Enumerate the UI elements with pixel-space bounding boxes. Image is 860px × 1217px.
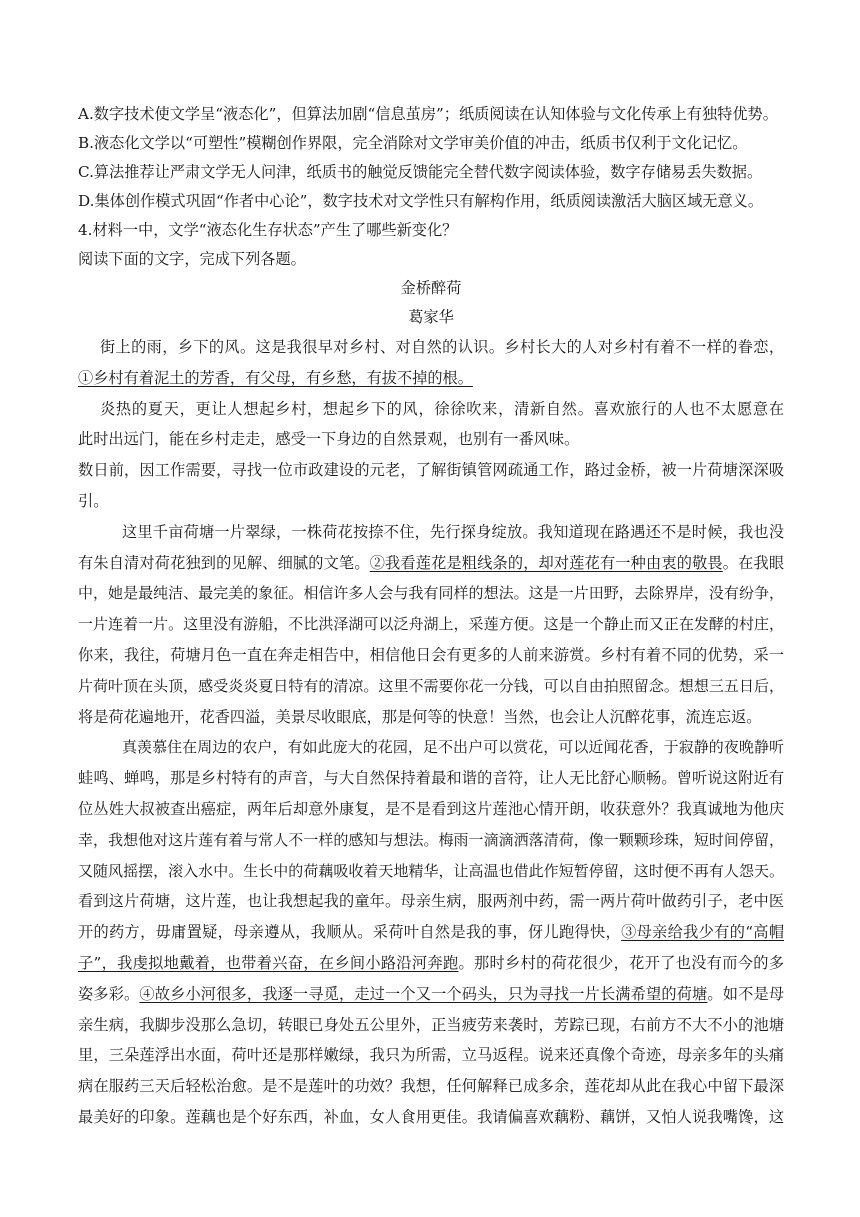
option-a: A.数字技术使文学呈“液态化”，但算法加剧“信息茧房”；纸质阅读在认知体验与文化传承上有独特优势。 xyxy=(78,105,778,123)
paragraph-4 xyxy=(78,517,784,733)
text-run: 姿多彩。 xyxy=(78,984,140,1003)
paragraph-line: 亲生病，我脚步没那么急切，转眼已身处五公里外，正当疲劳来袭时，芳踪已现，右前方不大不小的池塘 xyxy=(78,1015,784,1034)
paragraph-line: 看到这片荷塘，这片莲，也让我想起我的童年。母亲生病，服两剂中药，需一两片荷叶做药引子，老中医 xyxy=(78,892,784,911)
paragraph-line: 炎热的夏天，更让人想起乡村，想起乡下的风，徐徐吹来，清新自然。喜欢旅行的人也不太愿意在 xyxy=(100,399,784,418)
paragraph-line: 片荷叶顶在头顶，感受炎炎夏日特有的清凉。这里不需要你花一分钱，可以自由拍照留念。想想三五日后， xyxy=(78,676,784,695)
text-run: 。那时乡村的荷花很少，花开了也没有而今的多 xyxy=(458,953,784,972)
paragraph-line: 真羡慕住在周边的农户，有如此庞大的花园，足不出户可以赏花，可以近闻花香，于寂静的夜晚静听 xyxy=(122,738,784,757)
text-run: 。如不是母 xyxy=(707,984,784,1003)
paragraph-line xyxy=(78,979,784,1010)
underlined-sentence-4: ④故乡小河很多，我逐一寻觅，走过一个又一个码头，只为寻找一片长满希望的荷塘 xyxy=(139,984,708,1003)
paragraph-line: 数日前，因工作需要，寻找一位市政建设的元老，了解街镇管网疏通工作，路过金桥，被一片荷塘深深吸 xyxy=(78,461,784,480)
paragraph-line xyxy=(78,548,784,579)
text-run: 开的药方，毋庸置疑，母亲遵从，我顺从。采荷叶自然是我的事，伢儿跑得快， xyxy=(78,923,622,942)
text-run: 有朱自清对荷花独到的见解、细腻的文笔。 xyxy=(78,553,370,572)
paragraph-line: 里，三朵莲浮出水面，荷叶还是那样嫩绿，我只为所需，立马返程。说来还真像个奇迹，母亲多年的头痛 xyxy=(78,1046,784,1065)
paragraph-line: 你来，我往，荷塘月色一直在奔走相告中，相信他日会有更多的人前来游赏。乡村有着不同的优势，采一 xyxy=(78,645,784,664)
paragraph-line: 位丛姓大叔被查出癌症，两年后却意外康复，是不是看到这片莲池心情开朗，收获意外？我真诚地为他庆 xyxy=(78,799,784,818)
answer-options xyxy=(78,100,784,216)
paragraph-line xyxy=(78,363,784,394)
paragraph-line: 病在服药三天后轻松治愈。是不是莲叶的功效？我想，任何解释已成多余，莲花却从此在我心中留下最深 xyxy=(78,1077,784,1096)
underlined-sentence-2: ②我看莲花是粗线条的，却对莲花有一种由衷的敬畏 xyxy=(369,553,723,572)
question-4: 4.材料一中，文学“液态化生存状态”产生了哪些新变化？ xyxy=(78,221,458,239)
paragraph-line: 又随风摇摆，滚入水中。生长中的荷藕吸收着天地精华，让高温也借此作短暂停留，这时便不再有人怨天。 xyxy=(78,861,784,880)
paragraph-line: 将是荷花遍地开，花香四溢，美景尽收眼底，那是何等的快意！当然，也会让人沉醉花事，流连忘返。 xyxy=(78,707,762,726)
paragraph-2 xyxy=(78,394,784,456)
paragraph-line: 引。 xyxy=(78,491,109,510)
paragraph-line: 这里千亩荷塘一片翠绿，一株荷花按捺不住，先行探身绽放。我知道现在路遇还不是时候，我也没 xyxy=(122,522,784,541)
option-c: C.算法推荐让严肃文学无人问津，纸质书的触觉反馈能完全替代数字阅读体验，数字存储易丢失数据。 xyxy=(78,163,763,181)
paragraph-3 xyxy=(78,455,784,517)
text-run: 。在我眼 xyxy=(722,553,784,572)
document-body xyxy=(78,100,784,1133)
option-d: D.集体创作模式巩固“作者中心论”，数字技术对文学性只有解构作用，纸质阅读激活大脑区域无意义。 xyxy=(78,192,764,210)
paragraph-5 xyxy=(78,732,784,1132)
article-title: 金桥醉荷 xyxy=(400,279,462,297)
paragraph-line xyxy=(78,948,784,979)
paragraph-line: 中，她是最纯洁、最完美的象征。相信许多人会与我有同样的想法。这是一片田野，去除界岸，没有纷争， xyxy=(78,584,784,603)
paragraph-1 xyxy=(78,332,784,394)
underlined-sentence-3a: ③母亲给我少有的“高帽 xyxy=(621,923,784,942)
paragraph-line: 幸，我想他对这片莲有着与常人不一样的感知与想法。梅雨一滴滴洒落清荷，像一颗颗珍珠，短时间停留， xyxy=(78,830,784,849)
paragraph-line: 此时出远门，能在乡村走走，感受一下身边的自然景观，也别有一番风味。 xyxy=(78,430,580,449)
underlined-sentence-1: ①乡村有着泥土的芳香，有父母，有乡愁，有拔不掉的根。 xyxy=(78,368,473,387)
reading-instruction: 阅读下面的文字，完成下列各题。 xyxy=(78,250,306,268)
article-author: 葛家华 xyxy=(408,308,454,326)
underlined-sentence-3b: 子”，我虔拟地戴着，也带着兴奋，在乡间小路沿河奔跑 xyxy=(78,953,459,972)
paragraph-line: 街上的雨，乡下的风。这是我很早对乡村、对自然的认识。乡村长大的人对乡村有着不一样的眷恋， xyxy=(100,338,784,356)
paragraph-line xyxy=(78,917,784,948)
paragraph-line: 蛙鸣、蝉鸣，那是乡村特有的声音，与大自然保持着最和谐的音符，让人无比舒心顺畅。曾听说这附近有 xyxy=(78,769,784,788)
option-b: B.液态化文学以“可塑性”模糊创作界限，完全消除对文学审美价值的冲击，纸质书仅利于文化记忆。 xyxy=(78,134,748,152)
paragraph-line: 一片连着一片。这里没有游船，不比洪泽湖可以泛舟湖上，采莲方便。这是一个静止而又正在发酵的村庄， xyxy=(78,615,784,634)
paragraph-line: 最美好的印象。莲藕也是个好东西，补血，女人食用更佳。我请偏喜欢藕粉、藕饼，又怕人说我嘴馋，这 xyxy=(78,1107,784,1126)
